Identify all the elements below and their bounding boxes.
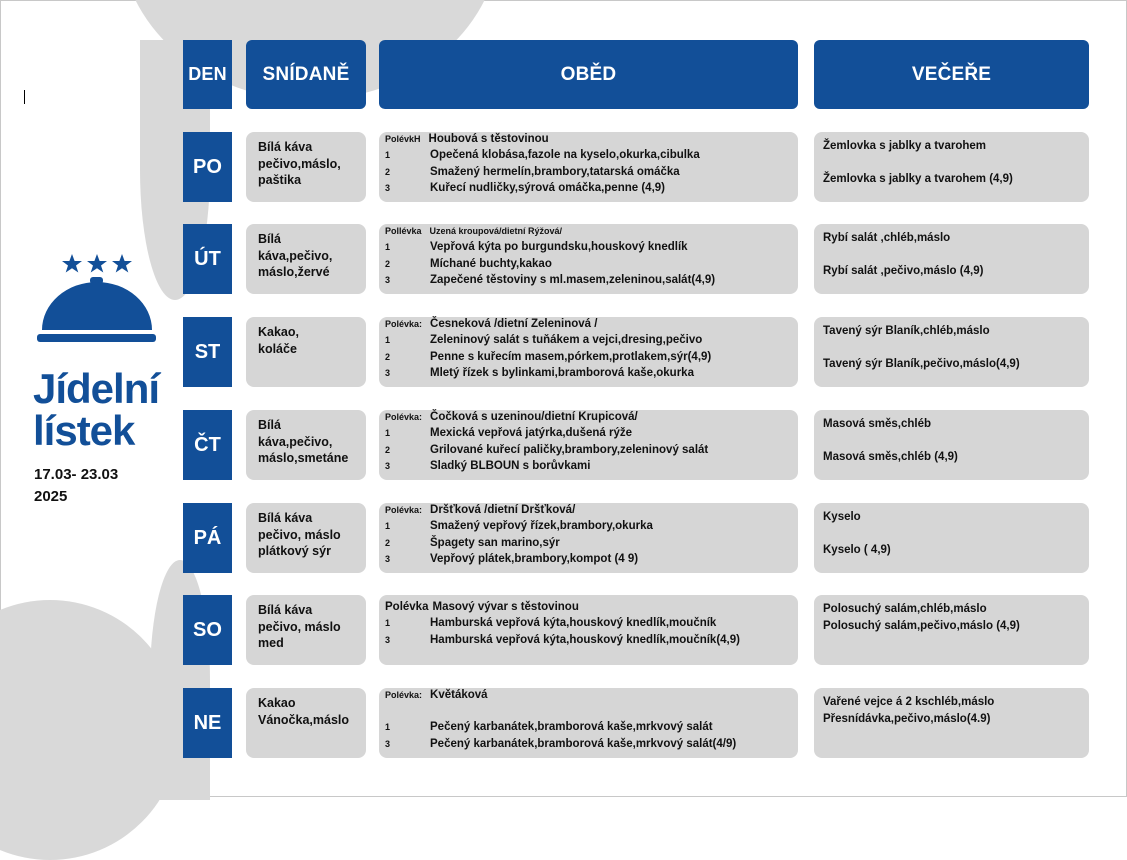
breakfast-cell-pa — [246, 503, 366, 573]
day-label-so: SO — [183, 595, 232, 665]
lunch-item — [385, 239, 794, 256]
lunch-item — [385, 425, 794, 442]
lunch-item-text: Smažený vepřový řízek,brambory,okurka — [430, 520, 653, 532]
dinner-line: Žemlovka s jablky a tvarohem — [823, 140, 986, 152]
breakfast-line: med — [258, 636, 284, 650]
soup-tag: Polévka: — [385, 412, 423, 422]
lunch-item-text: Sladký BLBOUN s borůvkami — [430, 460, 591, 472]
dinner-line: Tavený sýr Blaník,chléb,máslo — [823, 325, 990, 337]
title-line-2: lístek — [33, 407, 135, 454]
lunch-item — [385, 518, 794, 535]
lunch-item-text: Hamburská vepřová kýta,houskový knedlík,moučník — [430, 617, 717, 629]
breakfast-line: pečivo, máslo — [258, 619, 341, 634]
lunch-item — [385, 256, 794, 273]
soup-line — [385, 600, 794, 615]
dinner-line: Polosuchý salám,pečivo,máslo (4,9) — [823, 620, 1020, 632]
lunch-item-number: 3 — [385, 183, 391, 193]
soup-text: Uzená kroupová/dietní Rýžová/ — [429, 226, 563, 236]
lunch-cell-pa — [379, 503, 798, 573]
lunch-cell-so — [379, 595, 798, 665]
star-icon — [112, 254, 132, 273]
day-label-ut: ÚT — [183, 224, 232, 294]
day-label-po: PO — [183, 132, 232, 202]
header-dinner: VEČEŘE — [814, 40, 1089, 109]
dinner-line: Polosuchý salám,chléb,máslo — [823, 603, 987, 615]
soup-tag: PolévkH — [385, 134, 421, 144]
breakfast-line: plátkový sýr — [258, 544, 331, 558]
dinner-line: Tavený sýr Blaník,pečivo,máslo(4,9) — [823, 358, 1020, 370]
soup-tag: Polévka: — [385, 319, 423, 329]
dinner-cell-ne — [814, 688, 1089, 758]
lunch-item — [385, 180, 794, 197]
soup-text: Dršťková /dietní Dršťková/ — [430, 504, 576, 516]
lunch-item-number: 1 — [385, 618, 391, 628]
dinner-cell-po — [814, 132, 1089, 202]
dinner-line: Kyselo ( 4,9) — [823, 544, 891, 556]
lunch-item-number: 1 — [385, 335, 391, 345]
lunch-item-text: Vepřový plátek,brambory,kompot (4 9) — [430, 553, 639, 565]
lunch-item-number: 1 — [385, 722, 391, 732]
soup-tag: Polévka — [385, 601, 429, 613]
day-label-pa: PÁ — [183, 503, 232, 573]
soup-text: Čočková s uzeninou/dietní Krupicová/ — [430, 411, 638, 423]
breakfast-line: Bílá káva — [258, 140, 313, 154]
lunch-cell-st — [379, 317, 798, 387]
date-range-line-1: 17.03- 23.03 — [34, 466, 119, 483]
breakfast-line: pečivo,máslo, — [258, 156, 341, 171]
dinner-line: Masová směs,chléb — [823, 418, 932, 430]
breakfast-line: máslo,žervé — [258, 265, 330, 279]
lunch-cell-ut — [379, 224, 798, 294]
soup-text: Houbová s těstovinou — [428, 133, 549, 145]
lunch-item-number: 3 — [385, 368, 391, 378]
breakfast-line: pečivo, máslo — [258, 527, 341, 542]
lunch-item-text: Mletý řízek s bylinkami,bramborová kaše,okurka — [430, 367, 694, 379]
breakfast-line: káva,pečivo, — [258, 248, 333, 263]
soup-line — [385, 410, 794, 425]
dinner-cell-ut — [814, 224, 1089, 294]
dinner-cell-st — [814, 317, 1089, 387]
lunch-item — [385, 164, 794, 181]
lunch-item — [385, 349, 794, 366]
day-label-ct: ČT — [183, 410, 232, 480]
lunch-item-number: 2 — [385, 258, 391, 269]
breakfast-cell-ut — [246, 224, 366, 294]
lunch-item-text: Grilované kuřecí paličky,brambory,zeleninový salát — [430, 443, 709, 456]
lunch-item-number: 2 — [385, 444, 391, 455]
lunch-item-number: 2 — [385, 537, 391, 548]
soup-text: Česneková /dietní Zeleninová / — [430, 318, 598, 330]
soup-text: Masový vývar s těstovinou — [432, 601, 579, 613]
star-icon — [87, 254, 107, 273]
breakfast-line: káva,pečivo, — [258, 434, 333, 449]
lunch-item-number: 1 — [385, 150, 391, 160]
breakfast-line: Bílá — [258, 418, 281, 432]
breakfast-line: Bílá káva — [258, 511, 313, 525]
lunch-item-number: 3 — [385, 738, 391, 749]
day-label-ne: NE — [183, 688, 232, 758]
soup-line — [385, 688, 794, 703]
soup-line — [385, 317, 794, 332]
lunch-item — [385, 272, 794, 289]
lunch-item-text: Špagety san marino,sýr — [430, 536, 560, 549]
lunch-item — [385, 615, 794, 632]
soup-line — [385, 132, 794, 147]
lunch-item-text: Hamburská vepřová kýta,houskový knedlík,moučník(4,9) — [430, 633, 740, 646]
soup-tag: Polévka: — [385, 505, 423, 515]
breakfast-line: paštika — [258, 173, 302, 187]
soup-line — [385, 224, 794, 239]
lunch-item — [385, 332, 794, 349]
lunch-item — [385, 551, 794, 568]
lunch-item-number: 1 — [385, 521, 391, 531]
breakfast-cell-po — [246, 132, 366, 202]
day-label-st: ST — [183, 317, 232, 387]
lunch-item-text: Vepřová kýta po burgundsku,houskový knedlík — [430, 241, 688, 253]
lunch-item-number: 3 — [385, 461, 391, 471]
lunch-cell-po — [379, 132, 798, 202]
lunch-item-number: 3 — [385, 634, 391, 645]
dinner-line: Žemlovka s jablky a tvarohem (4,9) — [823, 173, 1013, 185]
breakfast-line: koláče — [258, 341, 297, 356]
breakfast-line: máslo,smetáne — [258, 451, 349, 465]
lunch-item-text: Mexická vepřová jatýrka,dušená rýže — [430, 427, 633, 439]
title-line-1: Jídelní — [33, 365, 160, 412]
lunch-item — [385, 632, 794, 649]
dinner-line: Vařené vejce á 2 kschléb,máslo — [823, 696, 995, 708]
lunch-item — [385, 719, 794, 736]
dinner-line: Kyselo — [823, 511, 861, 523]
breakfast-cell-st — [246, 317, 366, 387]
lunch-item-text: Míchané buchty,kakao — [430, 257, 552, 270]
header-breakfast: SNÍDANĚ — [246, 40, 366, 109]
soup-tag: Pollévka — [385, 226, 422, 236]
dinner-cell-pa — [814, 503, 1089, 573]
lunch-item — [385, 736, 794, 753]
lunch-item — [385, 458, 794, 475]
dinner-cell-ct — [814, 410, 1089, 480]
lunch-item-number: 1 — [385, 242, 391, 252]
breakfast-line: Kakao, — [258, 325, 299, 339]
star-icon — [62, 254, 82, 273]
breakfast-line: Bílá — [258, 232, 281, 246]
lunch-item — [385, 147, 794, 164]
soup-line — [385, 503, 794, 518]
lunch-item-text: Zeleninový salát s tuňákem a vejci,dresing,pečivo — [430, 334, 703, 346]
lunch-item-number: 2 — [385, 351, 391, 362]
breakfast-line: Kakao — [258, 696, 296, 710]
lunch-item-text: Opečená klobása,fazole na kyselo,okurka,cibulka — [430, 149, 700, 161]
lunch-item-text: Kuřecí nudličky,sýrová omáčka,penne (4,9) — [430, 182, 665, 194]
dinner-line: Rybí salát ,chléb,máslo — [823, 232, 951, 244]
lunch-item-number: 1 — [385, 428, 391, 438]
lunch-cell-ct — [379, 410, 798, 480]
lunch-item-text: Zapečené těstoviny s ml.masem,zeleninou,salát(4,9) — [430, 274, 716, 286]
text-cursor — [24, 90, 25, 104]
breakfast-cell-ct — [246, 410, 366, 480]
dinner-cell-so — [814, 595, 1089, 665]
dinner-line: Přesnídávka,pečivo,máslo(4.9) — [823, 713, 991, 725]
dinner-line: Masová směs,chléb (4,9) — [823, 451, 958, 463]
cloche-icon — [34, 250, 159, 346]
lunch-item — [385, 442, 794, 459]
lunch-item-text: Pečený karbanátek,bramborová kaše,mrkvový salát(4/9) — [430, 737, 737, 750]
lunch-item — [385, 365, 794, 382]
breakfast-cell-so — [246, 595, 366, 665]
lunch-item — [385, 535, 794, 552]
header-lunch: OBĚD — [379, 40, 798, 109]
breakfast-line: Vánočka,máslo — [258, 712, 350, 727]
lunch-item-number: 3 — [385, 554, 391, 564]
lunch-item-number: 2 — [385, 166, 391, 177]
breakfast-cell-ne — [246, 688, 366, 758]
date-range-line-2: 2025 — [34, 488, 68, 505]
date-range — [34, 464, 118, 508]
header-day: DEN — [183, 40, 232, 109]
dinner-line: Rybí salát ,pečivo,máslo (4,9) — [823, 265, 984, 277]
lunch-item-number: 3 — [385, 275, 391, 285]
soup-text: Květáková — [430, 689, 488, 701]
lunch-item-text: Penne s kuřecím masem,pórkem,protlakem,sýr(4,9) — [430, 350, 712, 363]
lunch-item-text: Smažený hermelín,brambory,tatarská omáčka — [430, 165, 680, 178]
breakfast-line: Bílá káva — [258, 603, 313, 617]
menu-title — [33, 365, 160, 454]
soup-tag: Polévka: — [385, 690, 423, 700]
lunch-cell-ne — [379, 688, 798, 758]
lunch-item-text: Pečený karbanátek,bramborová kaše,mrkvový salát — [430, 721, 713, 733]
